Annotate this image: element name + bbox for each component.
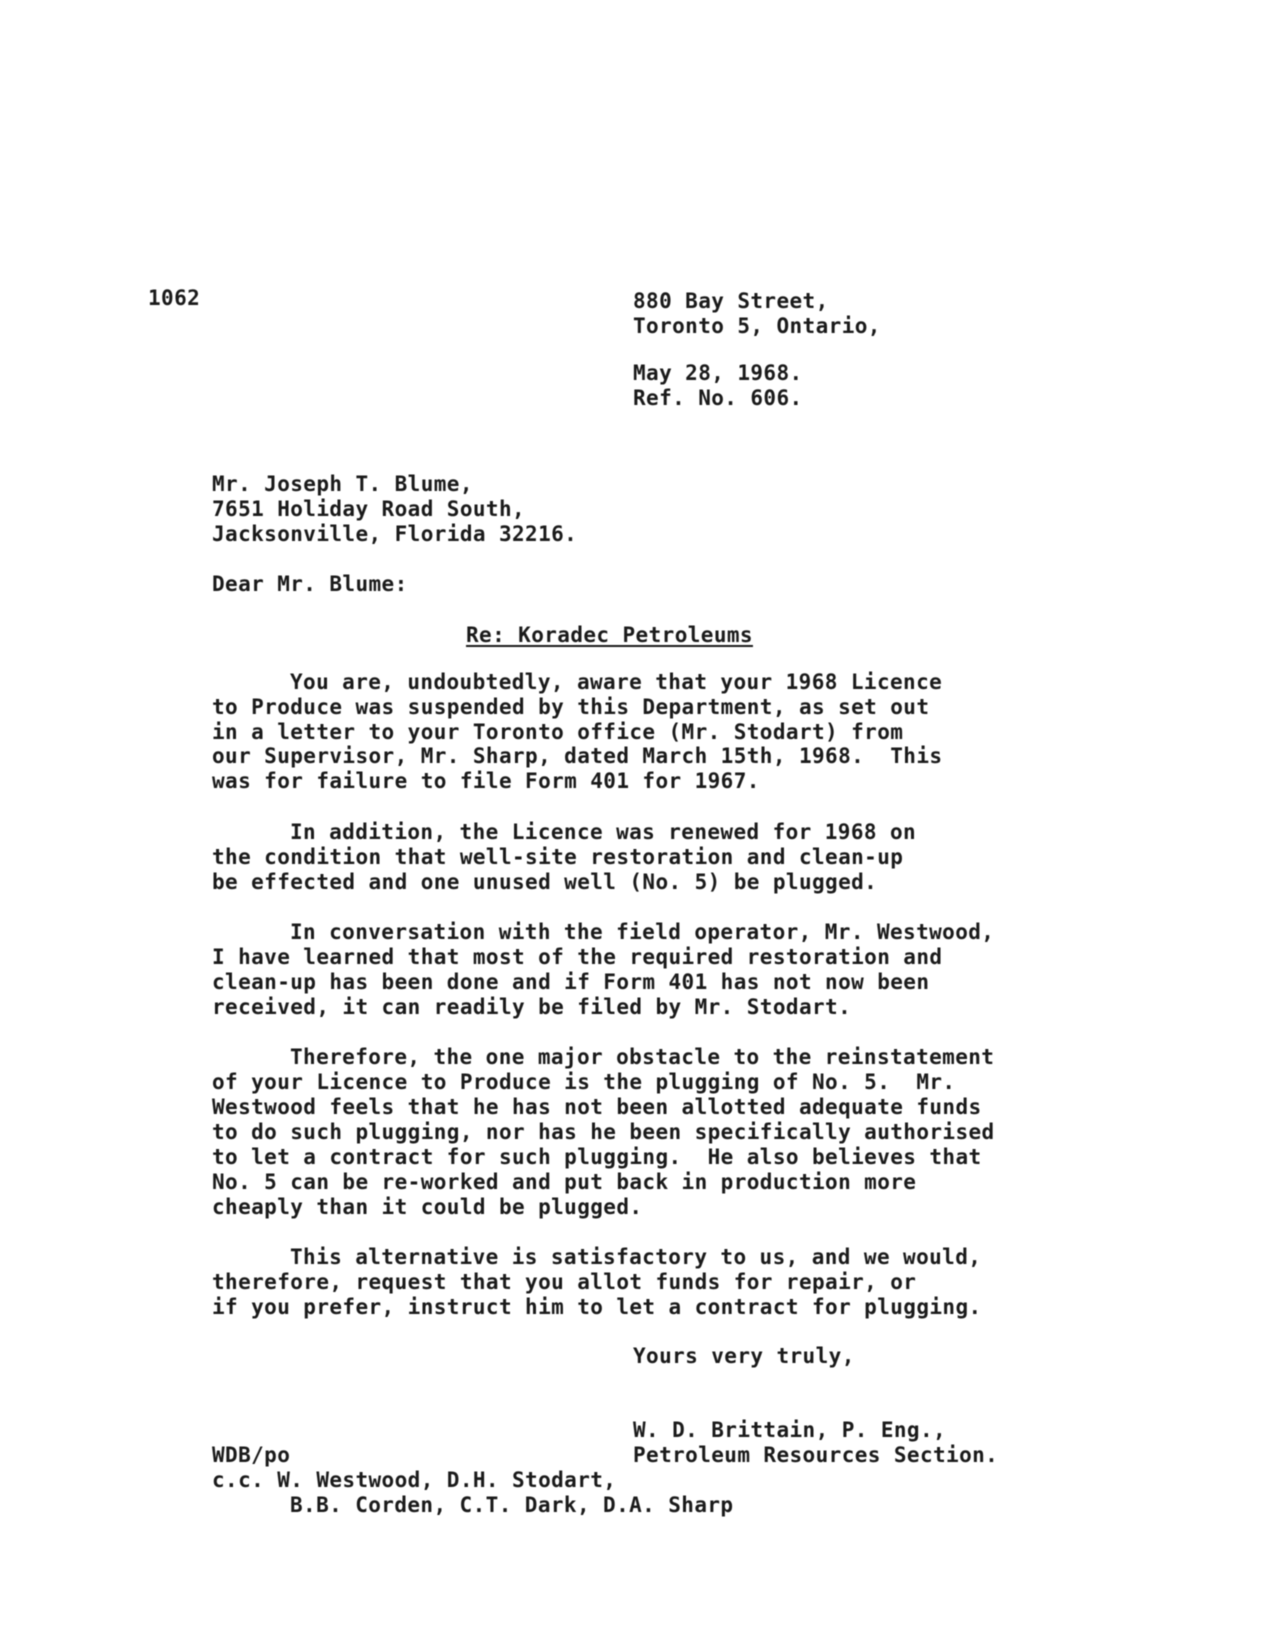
paragraph-5-line: This alternative is satisfactory to us, and we would, xyxy=(290,1245,982,1269)
cc-line-2: B.B. Corden, C.T. Dark, D.A. Sharp xyxy=(290,1493,734,1517)
paragraph-2-line: the condition that well-site restoration and clean-up xyxy=(212,845,904,869)
recipient-name: Mr. Joseph T. Blume, xyxy=(212,472,473,496)
recipient-city: Jacksonville, Florida 32216. xyxy=(212,522,578,546)
paragraph-3-line: received, it can readily be filed by Mr. Stodart. xyxy=(212,995,852,1019)
paragraph-4-line: to let a contract for such plugging. He also believes that xyxy=(212,1145,982,1169)
paragraph-1-line: in a letter to your Toronto office (Mr. Stodart) from xyxy=(212,720,904,744)
salutation: Dear Mr. Blume: xyxy=(212,572,408,596)
paragraph-4-line: Westwood feels that he has not been allotted adequate funds xyxy=(212,1095,982,1119)
paragraph-3-line: clean-up has been done and if Form 401 has not now been xyxy=(212,970,930,994)
recipient-street: 7651 Holiday Road South, xyxy=(212,497,526,521)
paragraph-1-line: to Produce was suspended by this Department, as set out xyxy=(212,695,930,719)
paragraph-5-line: therefore, request that you allot funds for repair, or xyxy=(212,1270,917,1294)
paragraph-4-line: to do such plugging, nor has he been specifically authorised xyxy=(212,1120,995,1144)
paragraph-4-line: cheaply than it could be plugged. xyxy=(212,1195,643,1219)
paragraph-1-line: was for failure to file Form 401 for 1967. xyxy=(212,769,760,793)
cc-line-1: c.c. W. Westwood, D.H. Stodart, xyxy=(212,1468,617,1492)
paragraph-4-line: Therefore, the one major obstacle to the reinstatement xyxy=(290,1045,995,1069)
reference-number: Ref. No. 606. xyxy=(633,386,803,410)
closing: Yours very truly, xyxy=(633,1344,855,1368)
paragraph-2-line: In addition, the Licence was renewed for 1968 on xyxy=(290,820,917,844)
paragraph-4-line: of your Licence to Produce is the plugging of No. 5. Mr. xyxy=(212,1070,956,1094)
letter-date: May 28, 1968. xyxy=(633,361,803,385)
paragraph-1-line: You are, undoubtedly, aware that your 1968 Licence xyxy=(290,670,943,694)
subject-line: Re: Koradec Petroleums xyxy=(466,623,753,647)
typist-initials: WDB/po xyxy=(212,1443,291,1467)
signatory-name: W. D. Brittain, P. Eng., xyxy=(633,1418,947,1442)
sender-address-line-2: Toronto 5, Ontario, xyxy=(633,314,881,338)
paragraph-4-line: No. 5 can be re-worked and put back in production more xyxy=(212,1170,917,1194)
paragraph-3-line: In conversation with the field operator, Mr. Westwood, xyxy=(290,920,995,944)
paragraph-1-line: our Supervisor, Mr. Sharp, dated March 15th, 1968. This xyxy=(212,744,943,768)
paragraph-3-line: I have learned that most of the required restoration and xyxy=(212,945,943,969)
paragraph-2-line: be effected and one unused well (No. 5) be plugged. xyxy=(212,870,878,894)
paragraph-5-line: if you prefer, instruct him to let a contract for plugging. xyxy=(212,1295,982,1319)
sender-address-line-1: 880 Bay Street, xyxy=(633,289,829,313)
file-number: 1062 xyxy=(148,286,201,310)
signatory-section: Petroleum Resources Section. xyxy=(633,1443,999,1467)
